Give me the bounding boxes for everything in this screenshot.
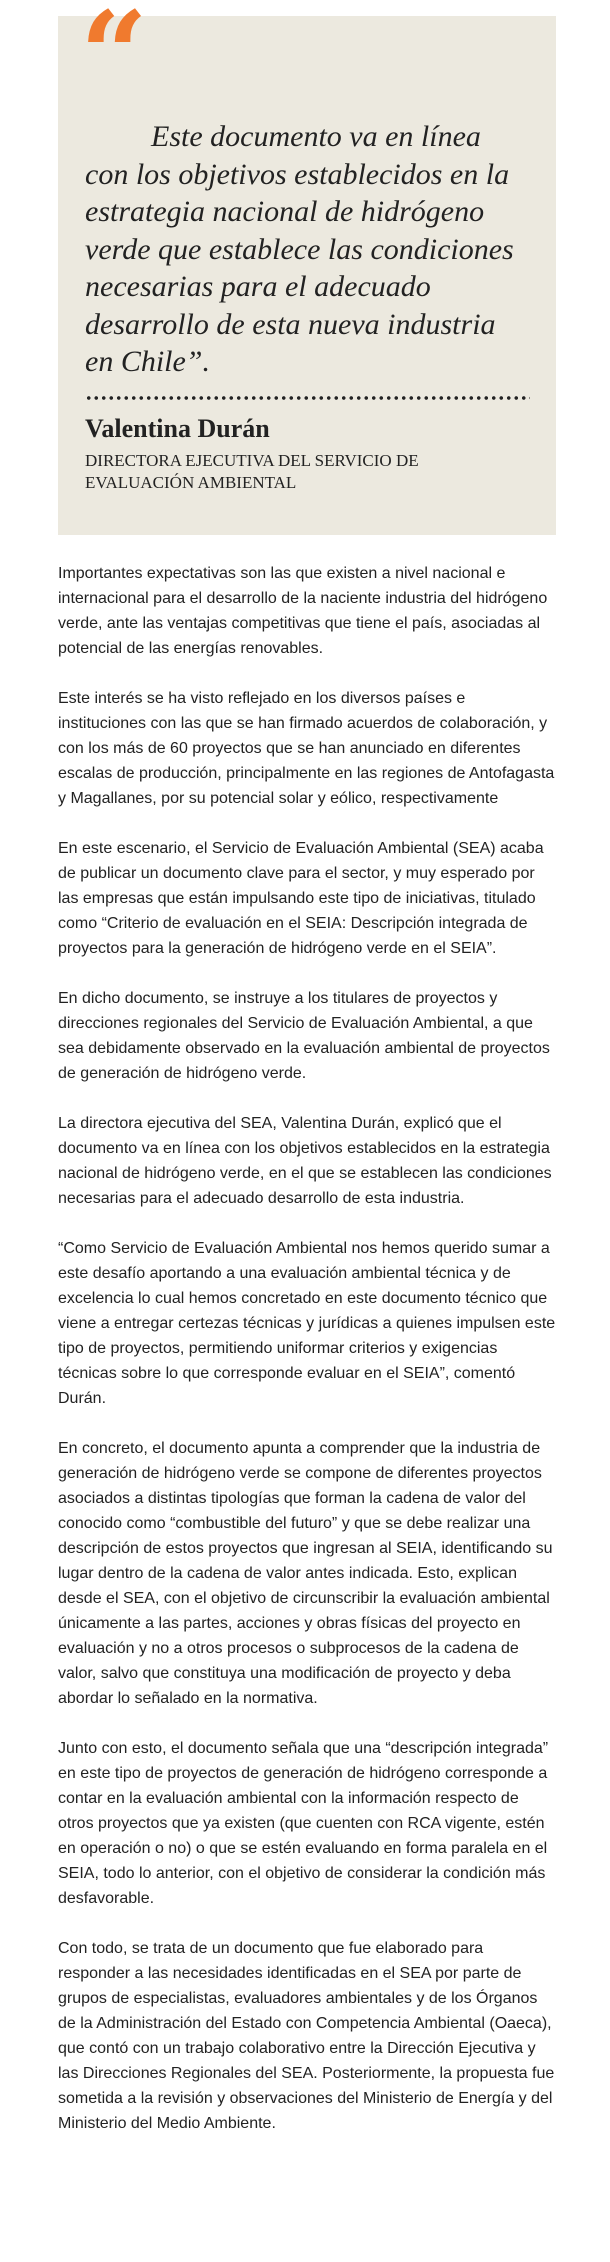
article-paragraph: En dicho documento, se instruye a los titulares de proyectos y direcciones regionales del Servicio de Evaluación Ambiental, a que sea debidamente observado en la evaluación ambiental de proyectos de generación de hidrógeno verde. [58, 990, 550, 1082]
pull-quote [58, 0, 556, 535]
quote-author-role: DIRECTORA EJECUTIVA DEL SERVICIO DE EVALUACIÓN AMBIENTAL [85, 450, 419, 492]
article-paragraph: Junto con esto, el documento señala que una “descripción integrada” en este tipo de proyectos de generación de hidrógeno corresponde a contar en la evaluación ambiental con la información respecto de otros proyectos que ya existen (que cuenten con RCA vigente, estén en operación o no) o que se estén evaluando en forma paralela en el SEIA, todo lo anterior, con el objetivo de considerar la condición más desfavorable. [58, 1740, 549, 1907]
article-paragraph: “Como Servicio de Evaluación Ambiental nos hemos querido sumar a este desafío aportando a una evaluación ambiental técnica y de excelencia lo cual hemos concretado en este documento técnico que viene a entregar certezas técnicas y jurídicas a quienes impulsen este tipo de proyectos, permitiendo uniformar criterios y exigencias técnicas sobre lo que corresponde evaluar en el SEIA”, comentó Durán. [58, 1240, 556, 1407]
quote-mark-icon: “ [80, 0, 148, 124]
article-paragraph: La directora ejecutiva del SEA, Valentina Durán, explicó que el documento va en línea con los objetivos establecidos en la estrategia nacional de hidrógeno verde, en el que se establecen las condiciones necesarias para el adecuado desarrollo de esta industria. [58, 1115, 552, 1207]
article [58, 0, 556, 2161]
dotted-divider [85, 394, 530, 402]
article-body [58, 561, 556, 2136]
quote-author: Valentina Durán [85, 413, 270, 443]
article-paragraph: Importantes expectativas son las que existen a nivel nacional e internacional para el desarrollo de la naciente industria del hidrógeno verde, ante las ventajas competitivas que tiene el país, asociadas al potencial de las energías renovables. [58, 565, 548, 657]
quote-text: Este documento va en línea con los objetivos establecidos en la estrategia nacional de hidrógeno verde que establece las condiciones necesarias para el adecuado desarrollo de esta nueva industria en Chile”. [85, 120, 514, 378]
article-paragraph: En concreto, el documento apunta a comprender que la industria de generación de hidrógeno verde se compone de diferentes proyectos asociados a distintas tipologías que forman la cadena de valor del conocido como “combustible del futuro” y que se debe realizar una descripción de estos proyectos que ingresan al SEIA, identificando su lugar dentro de la cadena de valor antes indicada. Esto, explican desde el SEA, con el objetivo de circunscribir la evaluación ambiental únicamente a las partes, acciones y obras físicas del proyecto en evaluación y no a otros procesos o subprocesos de la cadena de valor, salvo que constituya una modificación de proyecto y deba abordar lo señalado en la normativa. [58, 1440, 553, 1707]
article-paragraph: Este interés se ha visto reflejado en los diversos países e instituciones con las que se han firmado acuerdos de colaboración, y con los más de 60 proyectos que se han anunciado en diferentes escalas de producción, principalmente en las regiones de Antofagasta y Magallanes, por su potencial solar y eólico, respectivamente [58, 690, 555, 807]
article-paragraph: Con todo, se trata de un documento que fue elaborado para responder a las necesidades identificadas en el SEA por parte de grupos de especialistas, evaluadores ambientales y de los Órganos de la Administración del Estado con Competencia Ambiental (Oaeca), que contó con un trabajo colaborativo entre la Dirección Ejecutiva y las Direcciones Regionales del SEA. Posteriormente, la propuesta fue sometida a la revisión y observaciones del Ministerio de Energía y del Ministerio del Medio Ambiente. [58, 1940, 555, 2132]
article-paragraph: En este escenario, el Servicio de Evaluación Ambiental (SEA) acaba de publicar un documento clave para el sector, y muy esperado por las empresas que están impulsando este tipo de iniciativas, titulado como “Criterio de evaluación en el SEIA: Descripción integrada de proyectos para la generación de hidrógeno verde en el SEIA”. [58, 840, 544, 957]
